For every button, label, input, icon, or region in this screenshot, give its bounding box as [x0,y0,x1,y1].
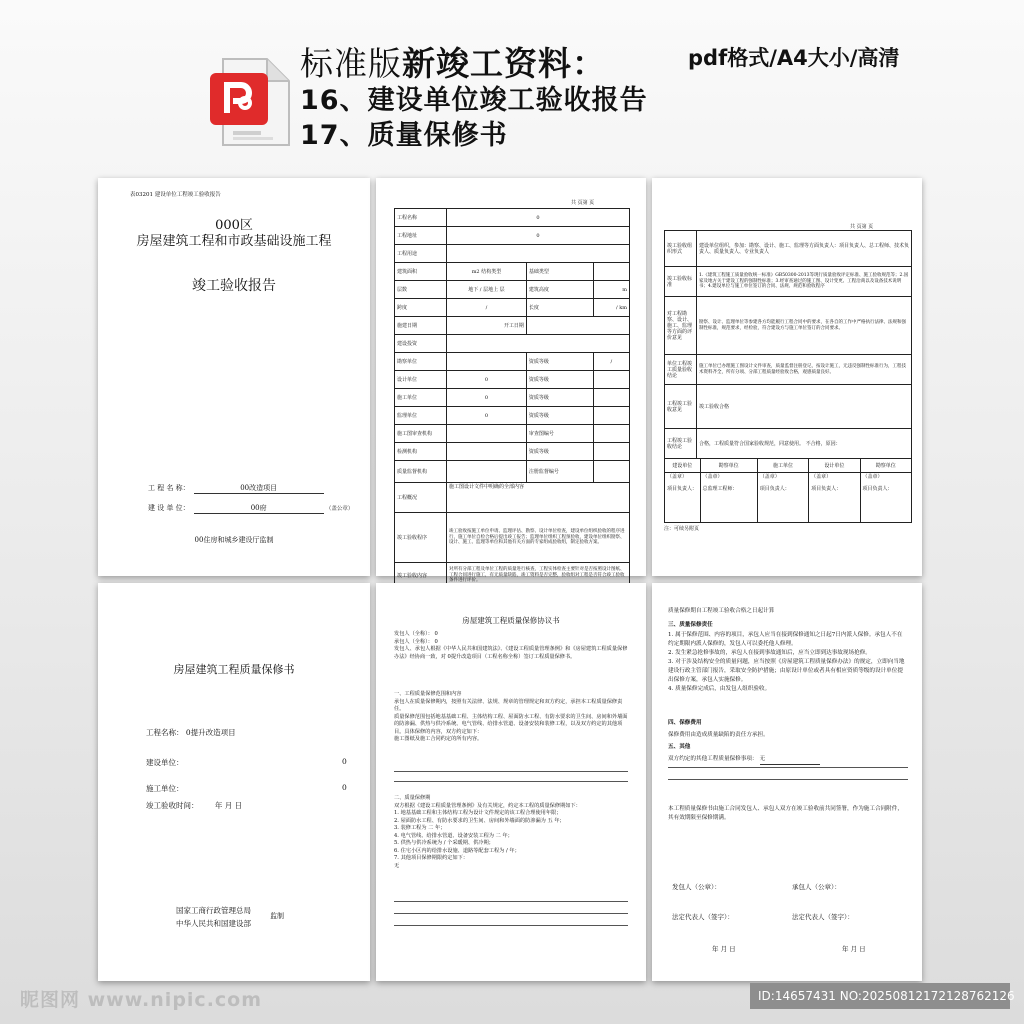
table-cell: m [593,281,629,299]
table-cell: / km [593,299,629,317]
table-cell [593,443,629,461]
agreement-parties: 发包人（全称）： 0 承包人（全称）： 0 发包人、承包人根据《中华人民共和国建筑法》、《建设工程质量管理条例》和《房屋建筑工程质量保修办法》经协商一致，对 0提升改造项目（工程名称全称）签订工程质量保修书。 [394,631,628,660]
page-number: 共 页第 页 [571,200,595,206]
table-cell [809,473,860,523]
table-cell: 建设投资 [395,335,447,353]
table-cell: 监理单位 [395,407,447,425]
seal-label: （盖章） [862,474,883,480]
divider [668,767,908,768]
table-cell: 施工单位 [757,459,808,473]
field-build-unit [146,757,184,768]
field-value: 0提升改造项目 [185,728,236,737]
issuer-2: 中华人民共和国建设部 [176,919,251,928]
header-title-bold: 新竣工资料： [402,44,606,83]
contractor-rep: 法定代表人（签字）： [792,913,854,921]
table-cell: 资质等级 [526,389,593,407]
table-cell: 0 [447,389,527,407]
seal-note: （盖公章） [325,506,354,512]
section-5-value: 无 [760,755,820,765]
table-cell: 开工日期 [447,317,527,335]
table-cell: 施工单位 [395,389,447,407]
table-cell: 竣工验收内容 [395,563,447,589]
table-cell [447,425,527,443]
field-label: 施工单位： [146,784,184,793]
section-3-title: 三、质量保修责任 [668,622,713,628]
closing-text: 本工程质量保修书由施工合同发包人、承包人双方在竣工验收前共同签署，作为施工合同附件，其有效期限至保修期满。 [668,806,903,821]
table-cell: 合格，工程质量符合国家验收规范，同意使用。 不合格，原因： [697,429,912,459]
resp-label: 项目负责人： [862,486,893,492]
table-cell: 0 [447,209,630,227]
divider [394,925,628,926]
issuer-1: 国家工商行政管理总局 [176,906,251,915]
table-cell [757,473,808,523]
table-cell [860,473,911,523]
table-cell: 单位工程竣工质量验收结论 [665,355,697,385]
build-unit-label: 建 设 单 位： [148,504,190,512]
table-cell [593,263,629,281]
acceptance-table [664,230,912,523]
table-cell: 0 [447,407,527,425]
seal-label: （盖章） [702,474,723,480]
table-cell: / [593,353,629,371]
header-line-1: 16、建设单位竣工验收报告 [300,85,648,116]
header-title-prefix: 标准版 [300,44,402,83]
project-name-row [148,483,324,494]
seal-label: （盖章） [811,474,832,480]
table-cell: 质量监督机构 [395,461,447,483]
employer-date: 年 月 日 [712,945,736,953]
table-cell: 设计单位 [809,459,860,473]
table-cell: 竣工验收按施工单位申请、监理评估、勘察、设计单位检查，建设单位组织验收的程序进行，施工单位自检合格后提出竣工报告；监理单位组织工程预验收，建设单位组织勘察、设计、施工、监理等单位和其他有关方面的专家组成验收组，制定验收方案。 [447,513,630,563]
table-cell: 工程名称 [395,209,447,227]
table-cell: 层数 [395,281,447,299]
resp-label: 项目负责人： [759,486,790,492]
sup-eng-label: 总监理工程师： [702,486,738,492]
district: 000区 [215,218,253,233]
table-cell: 对所有分部工程及单位工程的质量进行核查，工程实体检查主要针对是否按照设计图纸、工程合同进行施工，有无质量缺陷，竣工资料是否完整，验收组对工程是否符合竣工验收条件进行评价。 [447,563,630,589]
footnote: 注：可续另附页 [664,526,700,532]
seal-label: （盖章） [759,474,780,480]
table-cell [593,371,629,389]
table-cell [593,461,629,483]
table-cell [593,407,629,425]
divider [668,779,908,780]
field-contractor [146,783,184,794]
field-contractor-value: 0 [342,783,347,792]
table-cell: 勘察、设计、监理单位等参建各方均能履行工程合同中的要求，在各自的工作中严格执行法律、法规和强制性标准，规范要求，经检验，符合建设方与施工单位签订的合同要求。 [697,297,912,355]
table-cell: 地下 / 层地上 层 [447,281,527,299]
build-unit-value: 00府 [194,503,324,514]
page-cover-report [98,178,370,576]
field-acceptance-date [146,800,242,811]
table-cell: 工程概况 [395,483,447,513]
supervisor: 00住房和城乡建设厅监制 [194,536,274,544]
build-unit-row [148,503,353,514]
section-3-body: 1. 属于保修范围、内容的项目，承包人应当在接到保修通知之日起7日内派人保修。承包人不在约定期限内派人保修的，发包人可以委托他人修理。 2. 发生紧急抢修事故的，承包人在接到事故通知后，应当立即到达事故现场抢修。 3. 对于涉及结构安全的质量问题，应当按照《房屋建筑工程质量保修办法》的规定，立即向当地建设行政主管部门报告，采取安全防护措施；由原设计单位或者具有相应资质等级的设计单位提出保修方案，承包人实施保修。 4. 质量保修完成后，由发包人组织验收。 [668,632,905,692]
project-type: 房屋建筑工程和市政基础设施工程 [136,234,332,249]
table-cell: 施建日期 [395,317,447,335]
table-cell: 资质等级 [526,371,593,389]
table-cell: 跨度 [395,299,447,317]
divider [394,913,628,914]
divider [394,771,628,772]
warranty-title: 房屋建筑工程质量保修书 [173,663,295,676]
resp-label: 项目负责人： [811,486,842,492]
table-cell: 施工图审查机构 [395,425,447,443]
table-cell: / [447,299,527,317]
issued-label: 监制 [270,912,284,920]
table-cell: 工程地址 [395,227,447,245]
table-cell: 勘察单位 [395,353,447,371]
table-cell: 勘察单位 [700,459,757,473]
table-cell: 施工图设计文件中明确的全部内容 [447,483,630,513]
table-cell: 竣工验收程序 [395,513,447,563]
table-cell: 建设单位 [665,459,701,473]
page-warranty-agreement [376,583,646,981]
project-info-table [394,208,630,589]
table-cell: 0 [447,371,527,389]
employer-sign: 发包人（公章）： [672,883,721,891]
header-format: pdf格式/A4大小/高清 [688,46,900,70]
table-cell: 工程竣工验收意见 [665,385,697,429]
project-name-label: 工 程 名 称： [148,484,190,492]
field-label: 建设单位： [146,758,184,767]
table-cell: 建设单位组织，参加：勘察、设计、施工、监理等方面负责人：项目负责人、总工程师、技术负责人、质量负责人、专业负责人 [697,231,912,267]
table-cell: 建筑面积 [395,263,447,281]
table-cell: 施工单位已办理施工图设计文件审查，质量监督注册登记，按设计施工，无违反强制性标准行为，工程技术资料齐全，所有分项、分部工程质量经验收合格，观感质量良好。 [697,355,912,385]
table-cell [447,443,527,461]
contractor-sign: 承包人（公章）： [792,883,841,891]
page-project-info-table [376,178,646,584]
table-cell: 注册监督编号 [526,461,593,483]
table-cell [700,473,757,523]
page-acceptance-table [652,178,922,576]
section-5-body [668,755,908,765]
table-cell: 设计单位 [395,371,447,389]
employer-rep: 法定代表人（签字）： [672,913,734,921]
table-cell: 检测机构 [395,443,447,461]
table-cell [447,353,527,371]
header-line-2: 17、质量保修书 [300,120,508,151]
period-intro: 质量保修期自工程竣工验收合格之日起计算 [668,608,775,614]
seal-label: （盖章） [667,474,688,480]
contractor-date: 年 月 日 [842,945,866,953]
section-4-title: 四、保修费用 [668,720,702,726]
field-build-unit-value: 0 [342,757,347,766]
table-cell: 长度 [526,299,593,317]
table-cell [593,425,629,443]
section-4-body: 保修费用由造成质量缺陷的责任方承担。 [668,732,769,738]
section-scope: 一、工程质量保修范围和内容 承包人在质量保修期内，按照有关法律、法规、规章的管理规定和双方约定，承担本工程质量保修责任。 质量保修范围包括地基基础工程、主体结构工程、屋面防水工程、有防水要求的卫生间、房间和外墙面的防渗漏、供热与供冷系统、电气管线、给排水管道、设备安装和装修工程，以及双方约定的其他项目。具体保修的内容，双方约定如下： 施工图纸及施工合同约定的所有内容。 [394,691,628,743]
divider [394,901,628,902]
table-cell: 资质等级 [526,353,593,371]
field-label: 竣工验收时间： [146,801,199,810]
table-cell [526,317,629,335]
table-cell: m2 结构类型 [447,263,527,281]
section-5-text: 双方约定的其他工程质量保修事项： [668,756,758,762]
form-code: 表03201 建设单位工程竣工验收报告 [130,192,221,198]
image-id-label: ID:14657431 NO:20250812172128762126 [750,983,1010,1009]
resp-label: 项目负责人： [667,486,698,492]
field-value: 年 月 日 [214,801,243,810]
table-cell: 工程竣工验收结论 [665,429,697,459]
table-cell [593,389,629,407]
table-cell: 资质等级 [526,443,593,461]
table-cell: 0 [447,227,630,245]
table-cell [447,335,630,353]
pdf-file-icon [205,55,295,150]
section-period: 二、质量保修期 双方根据《建设工程质量管理条例》及有关规定，约定本工程的质量保修期如下： 1. 地基基础工程和主体结构工程为设计文件规定的该工程合理使用年限； 2. 屋面防水工程、有防水要求的卫生间、房间和外墙面的防渗漏为 五 年； 3. 装修工程为 二 年； 4. 电气管线、给排水管道、设备安装工程为 二 年； 5. 供热与供冷系统为 / 个采暖期、供冷期； 6. 住宅小区内的给排水设施、道路等配套工程为 / 年； 7. 其他项目保修期限约定如下： 无 [394,795,581,869]
table-cell: 资质等级 [526,407,593,425]
table-cell: 审查图编号 [526,425,593,443]
page-warranty-terms [652,583,922,981]
table-cell: 竣工验收组织形式 [665,231,697,267]
divider [394,781,628,782]
table-cell: 竣工验收标准 [665,267,697,297]
field-project-name [146,727,236,738]
section-5-title: 五、其他 [668,744,691,750]
table-cell [665,473,701,523]
table-cell [447,461,527,483]
table-cell: 建筑高度 [526,281,593,299]
table-cell: 1.《建筑工程施工质量验收统一标准》GB50300-2013等现行质量验收评定标准、施工验收规范等；2.国家及地方关于建设工程的强制性标准；3.经审查通过的施工图、设计变更、工程洽商以及设备技术说明书；4.建设单位与施工单位签订的合同、法规、规范和验收程序 [697,267,912,297]
page-warranty-cover [98,583,370,981]
report-title: 竣工验收报告 [192,278,276,294]
project-name-value: 00改造项目 [194,483,324,494]
table-cell: 基础类型 [526,263,593,281]
table-cell: 对工程勘察、设计、施工、监理等方面的评价意见 [665,297,697,355]
watermark: 昵图网 www.nipic.com [20,989,263,1011]
field-label: 工程名称： [146,728,184,737]
table-cell: 工程用途 [395,245,447,263]
table-cell: 竣工验收合格 [697,385,912,429]
agreement-title: 房屋建筑工程质量保修协议书 [462,616,560,625]
page-number: 共 页第 页 [850,224,874,230]
table-cell [447,245,630,263]
table-cell: 勘察单位 [860,459,911,473]
